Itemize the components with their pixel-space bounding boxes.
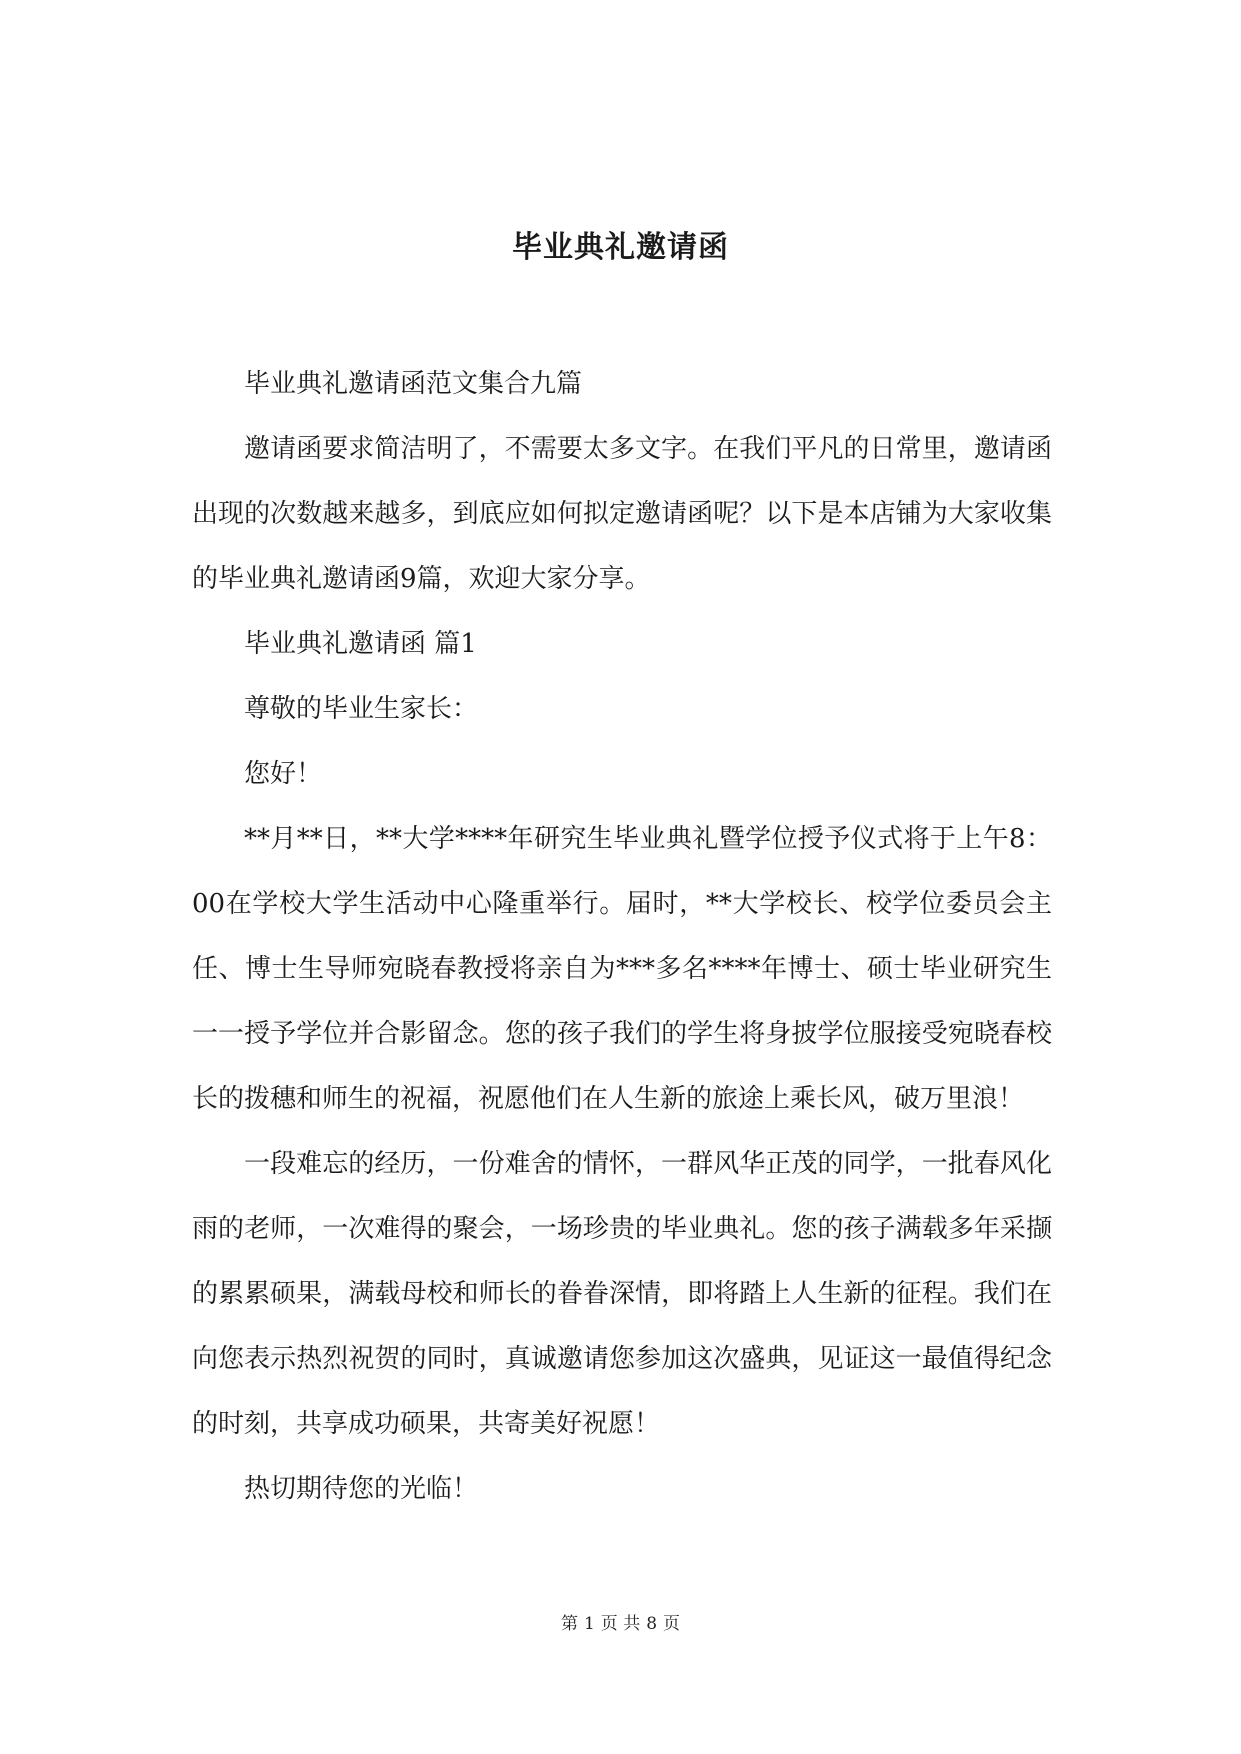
paragraph-event-details: **月**日，**大学****年研究生毕业典礼暨学位授予仪式将于上午8：00在学校大学生活动中心隆重举行。届时，**大学校长、校学位委员会主任、博士生导师宛晓春教授将亲自为***多名****年博士、硕士毕业研究生一一授予学位并合影留念。您的孩子我们的学生将身披学位服接受宛晓春校长的拨穗和师生的祝福，祝愿他们在人生新的旅途上乘长风，破万里浪！: [192, 824, 1052, 1114]
footer-total-pages: 8: [646, 1614, 658, 1634]
paragraph-salutation: 尊敬的毕业生家长：: [244, 694, 479, 724]
page-number-footer: [0, 1612, 1241, 1636]
footer-suffix: 页: [663, 1614, 681, 1634]
paragraph-closing: 热切期待您的光临！: [244, 1474, 479, 1504]
paragraph-greeting: 您好！: [244, 759, 323, 789]
footer-current-page: 1: [583, 1614, 595, 1634]
paragraph-invitation: 一段难忘的经历，一份难舍的情怀，一群风华正茂的同学，一批春风化雨的老师，一次难得的聚会，一场珍贵的毕业典礼。您的孩子满载多年采撷的累累硕果，满载母校和师长的眷眷深情，即将踏上人生新的征程。我们在向您表示热烈祝贺的同时，真诚邀请您参加这次盛典，见证这一最值得纪念的时刻，共享成功硕果，共寄美好祝愿！: [192, 1149, 1052, 1439]
paragraph-intro: 邀请函要求简洁明了，不需要太多文字。在我们平凡的日常里，邀请函出现的次数越来越多，到底应如何拟定邀请函呢？以下是本店铺为大家收集的毕业典礼邀请函9篇，欢迎大家分享。: [192, 434, 1052, 594]
footer-middle: 页 共: [600, 1614, 641, 1634]
document-title: 毕业典礼邀请函: [512, 230, 729, 265]
paragraph-subtitle: 毕业典礼邀请函范文集合九篇: [244, 369, 583, 399]
paragraph-section-heading: 毕业典礼邀请函 篇1: [244, 629, 477, 659]
document-body: [192, 352, 1052, 1522]
footer-prefix: 第: [560, 1614, 578, 1634]
